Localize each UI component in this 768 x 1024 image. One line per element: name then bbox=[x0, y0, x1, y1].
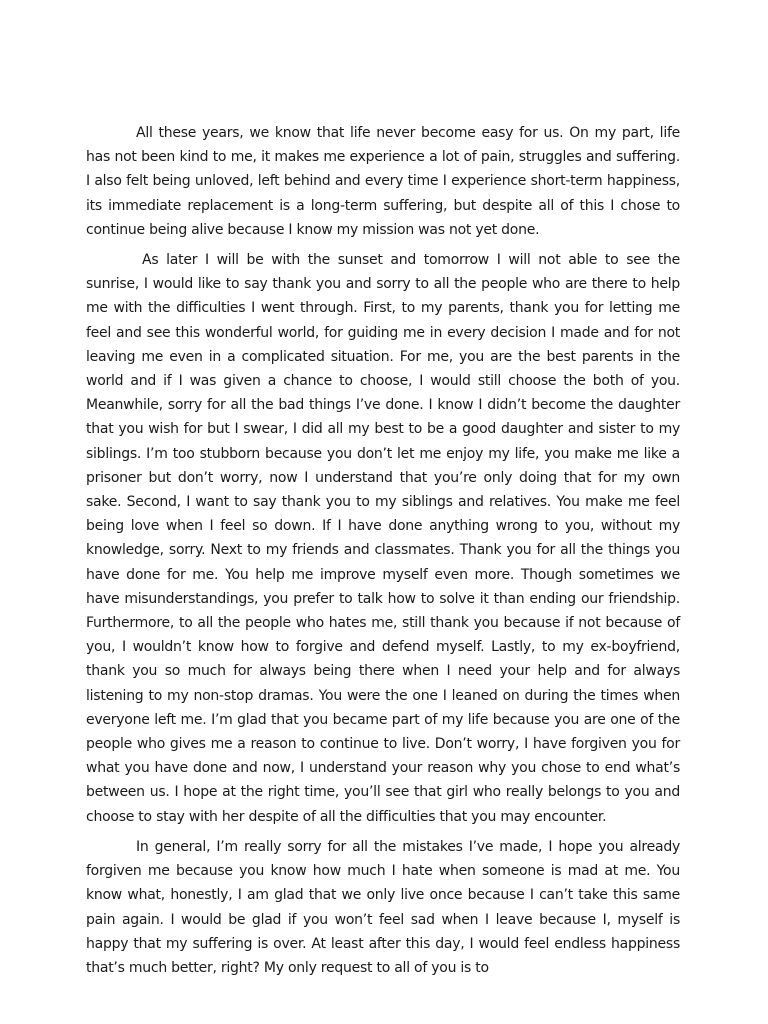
paragraph-intro: All these years, we know that life never become easy for us. On my part, life has not been kind to me, it makes me experience a lot of pain, struggles and suffering. I also felt being unloved, left behind and every time I experience short-term happiness, its immediate replacement is a long-term suffering, but despite all of this I chose to continue being alive because I know my mission was not yet done. bbox=[86, 125, 680, 238]
paragraph-gratitude: As later I will be with the sunset and tomorrow I will not able to see the sunrise, I would like to say thank you and sorry to all the people who are there to help me with the difficulties I went through. First, to my parents, thank you for letting me feel and see this wonderful world, for guiding me in every decision I made and for not leaving me even in a complicated situation. For me, you are the best parents in the world and if I was given a chance to choose, I would still choose the both of you. Meanwhile, sorry for all the bad things I’ve done. I know I didn’t become the daughter that you wish for but I swear, I did all my best to be a good daughter and sister to my siblings. I’m too stubborn because you don’t let me enjoy my life, you make me like a prisoner but don’t worry, now I understand that you’re only doing that for my own sake. Second, I want to say thank you to my siblings and relatives. You make me feel being love when I feel so down. If I have done anything wrong to you, without my knowledge, sorry. Next to my friends and classmates. Thank you for all the things you have done for me. You help me improve myself even more. Though sometimes we have misunderstandings, you prefer to talk how to solve it than ending our friendship. Furthermore, to all the people who hates me, still thank you because if not because of you, I wouldn’t know how to forgive and defend myself. Lastly, to my ex-boyfriend, thank you so much for always being there when I need your help and for always listening to my non-stop dramas. You were the one I leaned on during the times when everyone left me. I’m glad that you became part of my life because you are one of the people who gives me a reason to continue to live. Don’t worry, I have forgiven you for what you have done and now, I understand your reason why you chose to end what’s between us. I hope at the right time, you’ll see that girl who really belongs to you and choose to stay with her despite of all the difficulties that you may encounter. bbox=[86, 252, 680, 825]
paragraph-apology: In general, I’m really sorry for all the mistakes I’ve made, I hope you already forgiven me because you know how much I hate when someone is mad at me. You know what, honestly, I am glad that we only live once because I can’t take this same pain again. I would be glad if you won’t feel sad when I leave because I, myself is happy that my suffering is over. At least after this day, I would feel endless happiness that’s much better, right? My only request to all of you is to bbox=[86, 838, 680, 976]
document-body bbox=[86, 121, 680, 980]
